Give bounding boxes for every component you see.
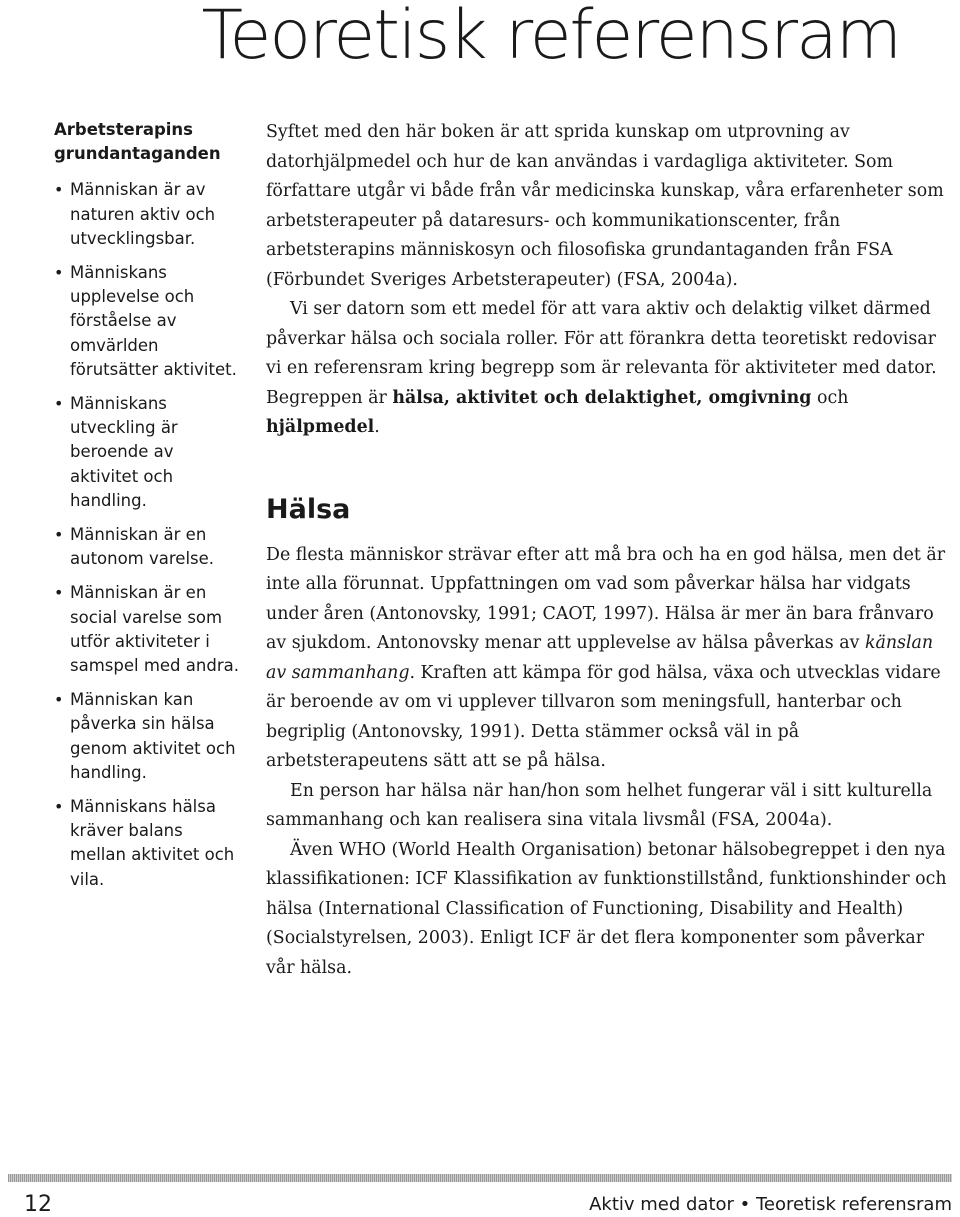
conjunction: och <box>811 387 849 408</box>
footer-rule <box>8 1174 952 1182</box>
sidebar-heading: Arbetsterapins grundantaganden <box>54 120 221 164</box>
sidebar-list-item: • Människans utveckling är beroende av aktivitet och handling. <box>54 392 240 513</box>
running-head: Aktiv med dator • Teoretisk referensram <box>589 1194 952 1215</box>
section-text: De flesta människor strävar efter att må bra och ha en god hälsa, men det är inte alla förunnat. Uppfattningen om vad som påverkar hälsa har vidgats under åren (Antonovsky, 1991; CAOT, 1997). Hälsa är mer än bara frånvaro av sjukdom. Antonovsky menar att upplevelse av hälsa påverkas av <box>266 544 946 653</box>
concept-term-aids: hjälpmedel <box>266 417 375 437</box>
sidebar-list-item: • Människan är en autonom varelse. <box>54 523 240 571</box>
sentence-end: . <box>374 417 380 437</box>
section-heading: Hälsa <box>266 493 351 525</box>
section-paragraph <box>266 541 948 777</box>
sidebar-list-item: • Människan är en social varelse som utför aktiviteter i samspel med andra. <box>54 581 240 678</box>
intro-text: Vi ser datorn som ett medel för att vara aktiv och delaktig vilket därmed påverkar hälsa och sociala roller. För att förankra detta teoretiskt redovisar vi en referensram kring begrepp som är relevanta för aktiviteter med dator. Begreppen är <box>266 299 937 408</box>
sidebar-list-item: • Människans upplevelse och förståelse av omvärlden förutsätter aktivitet. <box>54 261 240 382</box>
emphasis-term: känslan av sammanhang <box>266 633 934 683</box>
section-paragraph: Även WHO (World Health Organisation) betonar hälsobegreppet i den nya klassifikationen: ICF Klassifikation av funktionstillstånd, funktionshinder och hälsa (International Classification of Functioning, Disability and Health) (Socialstyrelsen, 2003). Enligt ICF är det flera komponenter som påverkar vår hälsa. <box>266 839 947 978</box>
chapter-title: Teoretisk referensram <box>201 0 900 75</box>
sidebar-box <box>54 118 240 902</box>
sidebar-list-item: • Människans hälsa kräver balans mellan aktivitet och vila. <box>54 795 240 892</box>
concept-terms: hälsa, aktivitet och delaktighet, omgivning <box>392 387 812 408</box>
sidebar-list <box>54 178 240 891</box>
page-number: 12 <box>24 1192 52 1217</box>
sidebar-list-item: • Människan kan påverka sin hälsa genom aktivitet och handling. <box>54 688 240 785</box>
section-text-cont: . Kraften att kämpa för god hälsa, växa och utvecklas vidare är beroende av om vi upplever tillvaron som meningsfull, hanterbar och begriplig (Antonovsky, 1991). Detta stämmer också väl in på arbetsterapeutens sätt att se på hälsa. <box>266 662 941 771</box>
section-paragraph: En person har hälsa när han/hon som helhet fungerar väl i sitt kulturella sammanhang och kan realisera sina vitala livsmål (FSA, 2004a). <box>266 780 933 830</box>
sidebar-list-item: • Människan är av naturen aktiv och utvecklingsbar. <box>54 178 240 251</box>
main-text <box>266 118 948 983</box>
intro-paragraph: Syftet med den här boken är att sprida kunskap om utprovning av datorhjälpmedel och hur de kan användas i vardagliga aktiviteter. Som författare utgår vi både från vår medicinska kunskap, våra erfarenheter som arbetsterapeuter på dataresurs- och kommunikationscenter, från arbetsterapins människosyn och filosofiska grundantaganden från FSA (Förbundet Sveriges Arbetsterapeuter) (FSA, 2004a). <box>266 122 944 290</box>
intro-paragraph-concepts <box>266 295 948 443</box>
